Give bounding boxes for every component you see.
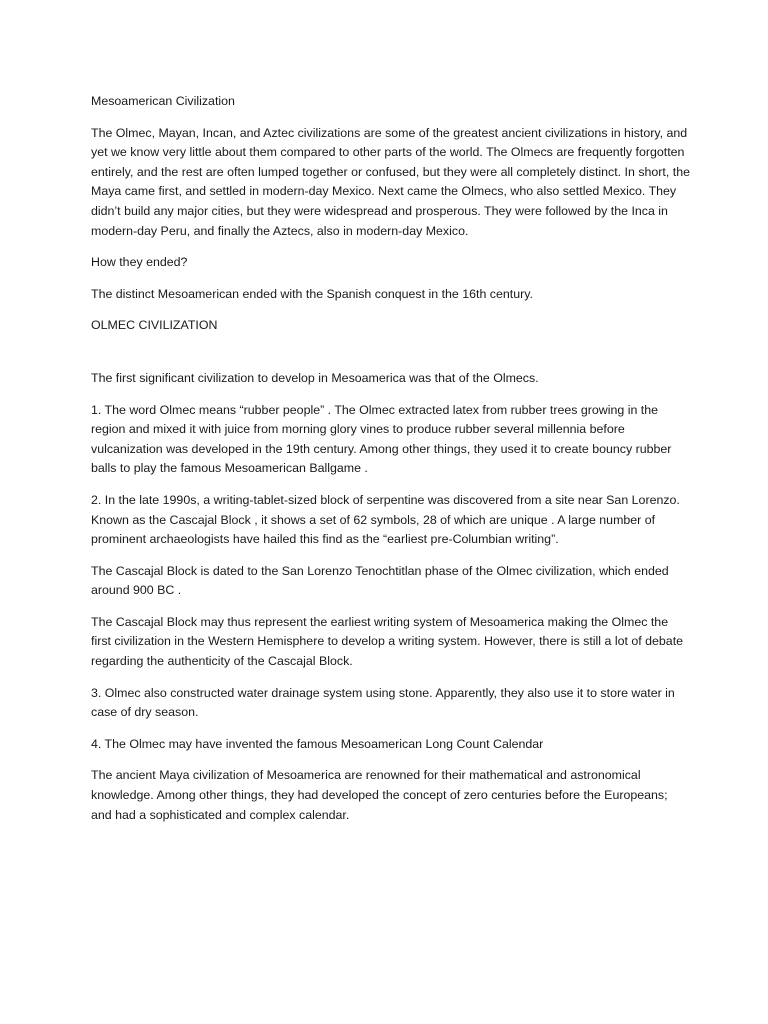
paragraph-how-they-ended: How they ended? xyxy=(91,255,188,270)
paragraph-cascajal-dating: The Cascajal Block is dated to the San Lorenzo Tenochtitlan phase of the Olmec civilization, which ended around 900 BC . xyxy=(91,563,669,598)
paragraph-maya-knowledge: The ancient Maya civilization of Mesoamerica are renowned for their mathematical and astronomical knowledge. Among other things, they had developed the concept of zero centuries before the Europeans; and had a sophisticated and complex calendar. xyxy=(91,768,668,822)
paragraph-cascajal-discovery: 2. In the late 1990s, a writing-tablet-sized block of serpentine was discovered from a site near San Lorenzo. Known as the Cascajal Block , it shows a set of 62 symbols, 28 of which are unique . A large number of prominent archaeologists have hailed this find as the “earliest pre-Columbian writing”. xyxy=(91,492,680,547)
section-heading-olmec: OLMEC CIVILIZATION xyxy=(91,318,218,333)
document-title: Mesoamerican Civilization xyxy=(91,94,235,108)
paragraph-rubber-people: 1. The word Olmec means “rubber people” . The Olmec extracted latex from rubber trees growing in the region and mixed it with juice from morning glory vines to produce rubber several millennia before vulcanization was developed in the 19th century. Among other things, they used it to create bouncy rubber balls to play the famous Mesoamerican Ballgame . xyxy=(91,402,672,476)
paragraph-first-civilization: The first significant civilization to develop in Mesoamerica was that of the Olmecs. xyxy=(91,370,539,385)
paragraph-water-drainage: 3. Olmec also constructed water drainage system using stone. Apparently, they also use it to store water in case of dry season. xyxy=(91,685,675,720)
paragraph-spanish-conquest: The distinct Mesoamerican ended with the Spanish conquest in the 16th century. xyxy=(91,286,533,301)
paragraph-cascajal-writing-system: The Cascajal Block may thus represent the earliest writing system of Mesoamerica making the Olmec the first civilization in the Western Hemisphere to develop a writing system. However, there is still a lot of debate regarding the authenticity of the Cascajal Block. xyxy=(91,614,684,669)
document-body xyxy=(91,92,691,837)
paragraph-intro: The Olmec, Mayan, Incan, and Aztec civilizations are some of the greatest ancient civilizations in history, and yet we know very little about them compared to other parts of the world. The Olmecs are frequently forgotten entirely, and the rest are often lumped together or confused, but they were all completely distinct. In short, the Maya came first, and settled in modern-day Mexico. Next came the Olmecs, who also settled Mexico. They didn’t build any major cities, but they were widespread and prosperous. They were followed by the Inca in modern-day Peru, and finally the Aztecs, also in modern-day Mexico. xyxy=(91,125,690,238)
paragraph-long-count-calendar: 4. The Olmec may have invented the famous Mesoamerican Long Count Calendar xyxy=(91,736,544,751)
